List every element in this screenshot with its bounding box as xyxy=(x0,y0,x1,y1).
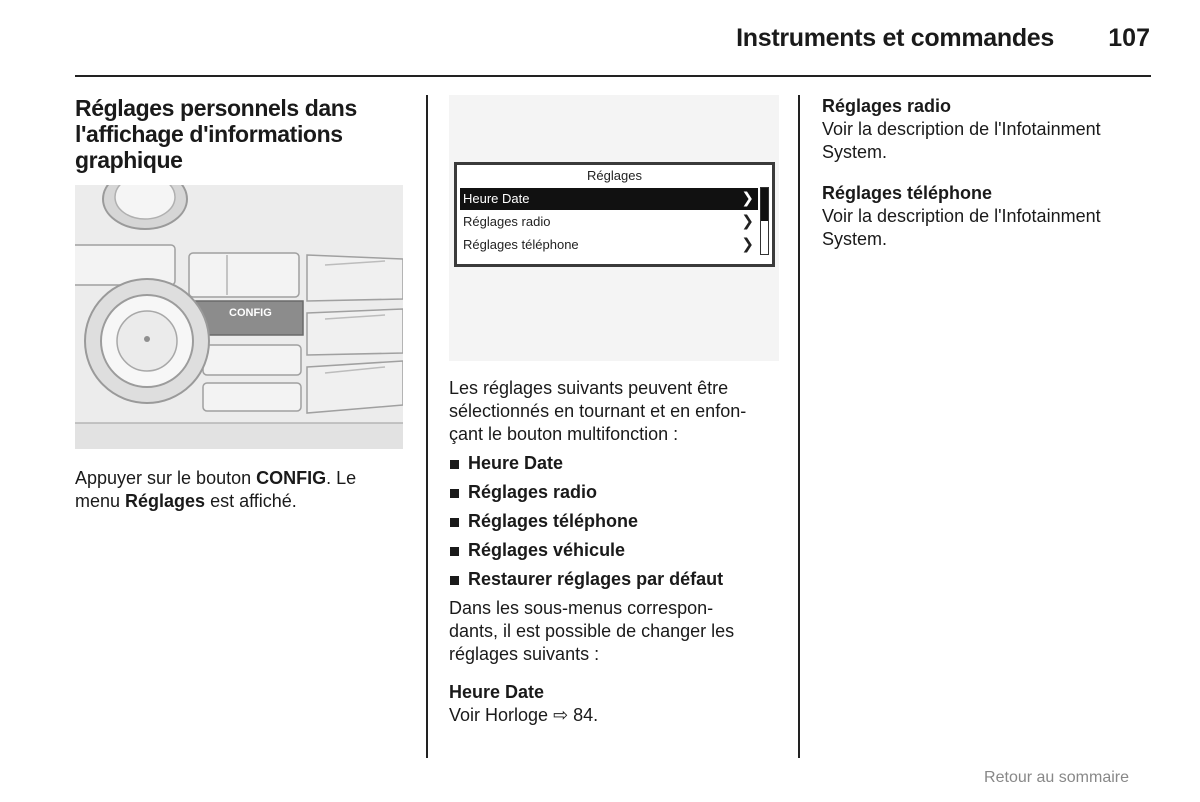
screen-title: Réglages xyxy=(587,168,642,183)
config-button-label: CONFIG xyxy=(229,307,272,319)
para-text-1: Appuyer sur le bouton xyxy=(75,468,257,488)
para-text-2: . Le xyxy=(326,468,357,488)
screen-menu-item-heure-date xyxy=(460,188,758,210)
heure-date-heading: Heure Date xyxy=(449,682,545,702)
chevron-right-icon: ❯ xyxy=(741,190,754,207)
screen-menu-item-reglages-radio xyxy=(460,211,758,233)
intro-line: Les réglages suivants peuvent être xyxy=(449,378,729,398)
radio-line: Voir la description de l'Infotainment xyxy=(822,119,1101,139)
arrow-right-icon: ⇨ xyxy=(553,705,569,725)
display-screen xyxy=(454,162,775,267)
sub-line: Dans les sous-menus correspon- xyxy=(449,598,714,618)
back-to-contents-link[interactable]: Retour au sommaire xyxy=(984,769,1129,786)
column-divider-2 xyxy=(798,95,800,758)
list-item: Réglages radio xyxy=(449,481,784,504)
reglages-keyword: Réglages xyxy=(125,491,206,511)
settings-list xyxy=(449,452,784,591)
scrollbar-thumb xyxy=(761,188,768,221)
display-illustration xyxy=(449,95,779,361)
phone-line: Voir la description de l'Infotainment xyxy=(822,206,1101,226)
intro-line: sélectionnés en tournant et en enfon- xyxy=(449,401,747,421)
right-column xyxy=(822,95,1152,251)
para-text-4: est affiché. xyxy=(205,491,297,511)
left-paragraph xyxy=(75,467,405,513)
list-item: Restaurer réglages par défaut xyxy=(449,568,784,591)
submenu-paragraph xyxy=(449,597,784,666)
radio-settings-text xyxy=(822,118,1152,164)
column-divider-1 xyxy=(426,95,428,758)
chevron-right-icon: ❯ xyxy=(741,213,754,230)
intro-paragraph xyxy=(449,377,784,446)
control-panel-illustration xyxy=(75,185,403,449)
header-divider xyxy=(75,75,1151,77)
heading-line-2: l'affichage d'informations xyxy=(75,121,343,147)
sub-line: réglages suivants : xyxy=(449,644,600,664)
radio-line: System. xyxy=(822,142,888,162)
screen-scrollbar xyxy=(760,187,769,255)
radio-settings-heading: Réglages radio xyxy=(822,96,952,116)
chevron-right-icon: ❯ xyxy=(741,236,754,253)
list-item: Réglages véhicule xyxy=(449,539,784,562)
intro-line: çant le bouton multifonction : xyxy=(449,424,679,444)
heading-line-3: graphique xyxy=(75,147,183,173)
left-column xyxy=(75,95,405,173)
heure-date-text xyxy=(449,704,784,727)
list-item: Réglages téléphone xyxy=(449,510,784,533)
phone-line: System. xyxy=(822,229,888,249)
heading-line-1: Réglages personnels dans xyxy=(75,95,357,121)
phone-settings-text xyxy=(822,205,1152,251)
page-number: 107 xyxy=(1108,24,1150,52)
phone-settings-heading: Réglages téléphone xyxy=(822,183,993,203)
config-keyword: CONFIG xyxy=(256,468,327,488)
page-reference: 84. xyxy=(568,705,599,725)
list-item: Heure Date xyxy=(449,452,784,475)
menu-item-label: Réglages radio xyxy=(463,214,551,229)
sub-line: dants, il est possible de changer les xyxy=(449,621,735,641)
para-text-3: menu xyxy=(75,491,126,511)
section-heading xyxy=(75,95,405,173)
heure-text: Voir Horloge xyxy=(449,705,554,725)
page-header-title: Instruments et commandes xyxy=(736,24,1054,52)
screen-menu-item-reglages-telephone xyxy=(460,234,758,256)
middle-text xyxy=(449,377,784,727)
menu-item-label: Réglages téléphone xyxy=(463,237,579,252)
menu-item-label: Heure Date xyxy=(463,191,530,206)
